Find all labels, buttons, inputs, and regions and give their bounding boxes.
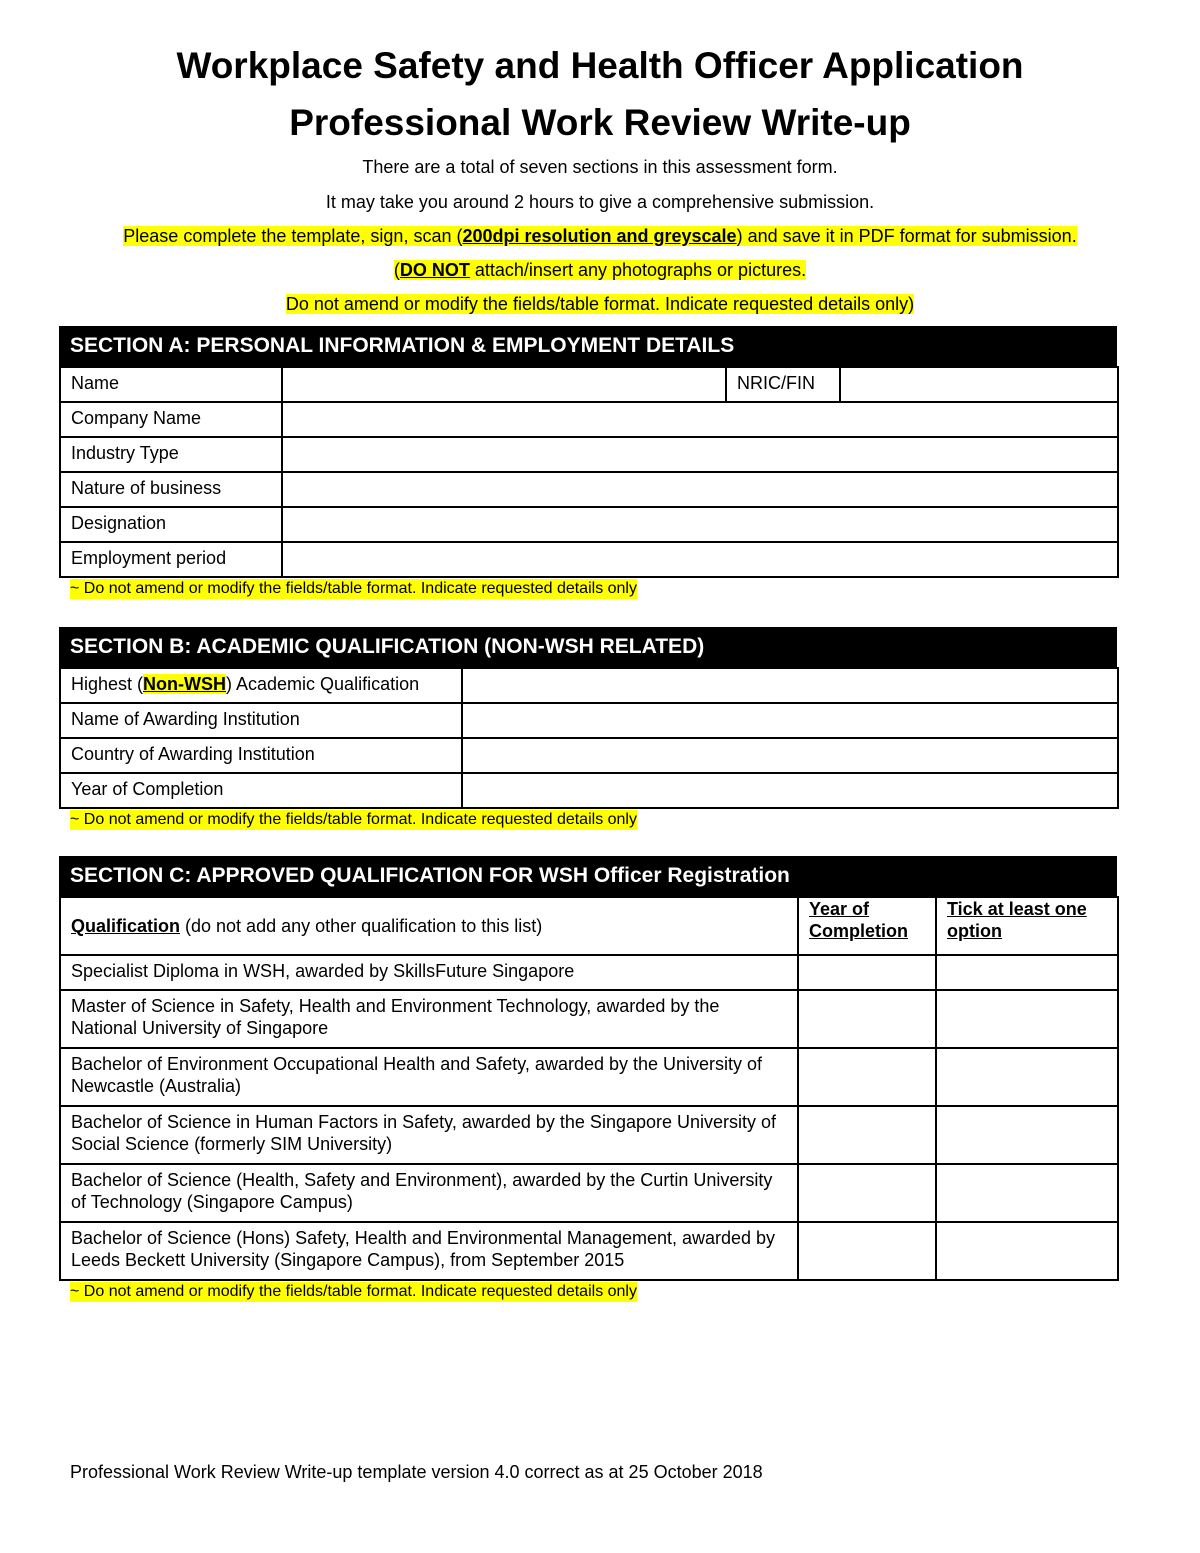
table-row [60, 703, 1118, 738]
table-row [60, 367, 1118, 402]
field-label-industry-type: Industry Type [60, 437, 282, 472]
qualification-year-field[interactable] [798, 1222, 936, 1280]
qualification-year-field[interactable] [798, 990, 936, 1048]
section-a-heading: SECTION A: PERSONAL INFORMATION & EMPLOYMENT DETAILS [59, 326, 1117, 366]
year-of-completion-field[interactable] [462, 773, 1118, 808]
employment-period-field[interactable] [282, 542, 1118, 577]
table-row [60, 990, 1118, 1048]
field-label-nric: NRIC/FIN [726, 367, 840, 402]
qualification-tick-box[interactable] [936, 1164, 1118, 1222]
intro-duration: It may take you around 2 hours to give a comprehensive submission. [325, 192, 875, 212]
table-row [60, 542, 1118, 577]
table-row [60, 1164, 1118, 1222]
field-label-year-of-completion: Year of Completion [60, 773, 462, 808]
company-name-field[interactable] [282, 402, 1118, 437]
table-row [60, 1048, 1118, 1106]
do-not-emphasis: DO NOT [399, 260, 470, 280]
table-row [60, 402, 1118, 437]
column-header-year: Year of Completion [798, 897, 936, 955]
awarding-institution-field[interactable] [462, 703, 1118, 738]
column-header-qualification: Qualification (do not add any other qualification to this list) [60, 897, 798, 955]
field-label-institution-country: Country of Awarding Institution [60, 738, 462, 773]
table-row [60, 668, 1118, 703]
section-a-table [59, 366, 1119, 578]
field-label-employment-period: Employment period [60, 542, 282, 577]
table-header-row [60, 897, 1118, 955]
table-row [60, 738, 1118, 773]
document-subtitle: Professional Work Review Write-up [289, 102, 911, 143]
highest-qualification-field[interactable] [462, 668, 1118, 703]
qualification-tick-box[interactable] [936, 990, 1118, 1048]
qualification-year-field[interactable] [798, 955, 936, 990]
intro-no-photos: (DO NOT attach/insert any photographs or pictures. [393, 260, 807, 280]
column-header-tick: Tick at least one option [936, 897, 1118, 955]
qualification-name: Specialist Diploma in WSH, awarded by SkillsFuture Singapore [60, 955, 798, 990]
intro-submission-instruction: Please complete the template, sign, scan (200dpi resolution and greyscale) and save it in PDF format for submission. [123, 226, 1077, 246]
field-label-highest-qualification: Highest (Non-WSH) Academic Qualification [60, 668, 462, 703]
nature-of-business-field[interactable] [282, 472, 1118, 507]
table-row [60, 1106, 1118, 1164]
intro-format-warning: Do not amend or modify the fields/table format. Indicate requested details only) [285, 294, 915, 314]
institution-country-field[interactable] [462, 738, 1118, 773]
qualification-name: Master of Science in Safety, Health and Environment Technology, awarded by the National University of Singapore [60, 990, 798, 1048]
industry-type-field[interactable] [282, 437, 1118, 472]
section-a [59, 326, 1117, 599]
table-row [60, 1222, 1118, 1280]
section-c-table [59, 896, 1119, 1281]
section-b-table [59, 667, 1119, 809]
qualification-name: Bachelor of Science (Health, Safety and Environment), awarded by the Curtin University of Technology (Singapore Campus) [60, 1164, 798, 1222]
section-b-heading: SECTION B: ACADEMIC QUALIFICATION (NON-WSH RELATED) [59, 627, 1117, 667]
section-c [59, 856, 1117, 1302]
field-label-designation: Designation [60, 507, 282, 542]
nric-field[interactable] [840, 367, 1118, 402]
qualification-tick-box[interactable] [936, 955, 1118, 990]
section-c-format-note: ~ Do not amend or modify the fields/table format. Indicate requested details only [70, 1283, 637, 1300]
resolution-requirement: 200dpi resolution and greyscale [462, 226, 737, 246]
qualification-name: Bachelor of Science (Hons) Safety, Health and Environmental Management, awarded by Leeds Beckett University (Singapore Campus), from September 2015 [60, 1222, 798, 1280]
qualification-name: Bachelor of Environment Occupational Health and Safety, awarded by the University of Newcastle (Australia) [60, 1048, 798, 1106]
section-b-format-note: ~ Do not amend or modify the fields/table format. Indicate requested details only [70, 811, 637, 828]
template-version-footer: Professional Work Review Write-up template version 4.0 correct as at 25 October 2018 [70, 1462, 763, 1482]
designation-field[interactable] [282, 507, 1118, 542]
name-field[interactable] [282, 367, 726, 402]
qualification-tick-box[interactable] [936, 1048, 1118, 1106]
section-c-heading: SECTION C: APPROVED QUALIFICATION FOR WSH Officer Registration [59, 856, 1117, 896]
field-label-nature-of-business: Nature of business [60, 472, 282, 507]
field-label-awarding-institution: Name of Awarding Institution [60, 703, 462, 738]
intro-sections-count: There are a total of seven sections in this assessment form. [362, 157, 838, 177]
table-row [60, 955, 1118, 990]
document-title: Workplace Safety and Health Officer Application [176, 45, 1024, 86]
qualification-name: Bachelor of Science in Human Factors in Safety, awarded by the Singapore University of Social Science (formerly SIM University) [60, 1106, 798, 1164]
field-label-company-name: Company Name [60, 402, 282, 437]
table-row [60, 773, 1118, 808]
qualification-year-field[interactable] [798, 1106, 936, 1164]
table-row [60, 437, 1118, 472]
qualification-year-field[interactable] [798, 1048, 936, 1106]
qualification-tick-box[interactable] [936, 1106, 1118, 1164]
qualification-tick-box[interactable] [936, 1222, 1118, 1280]
field-label-name: Name [60, 367, 282, 402]
section-a-format-note: ~ Do not amend or modify the fields/table format. Indicate requested details only [70, 580, 637, 597]
non-wsh-emphasis: Non-WSH [143, 674, 227, 694]
table-row [60, 507, 1118, 542]
section-b [59, 627, 1117, 830]
qualification-year-field[interactable] [798, 1164, 936, 1222]
table-row [60, 472, 1118, 507]
